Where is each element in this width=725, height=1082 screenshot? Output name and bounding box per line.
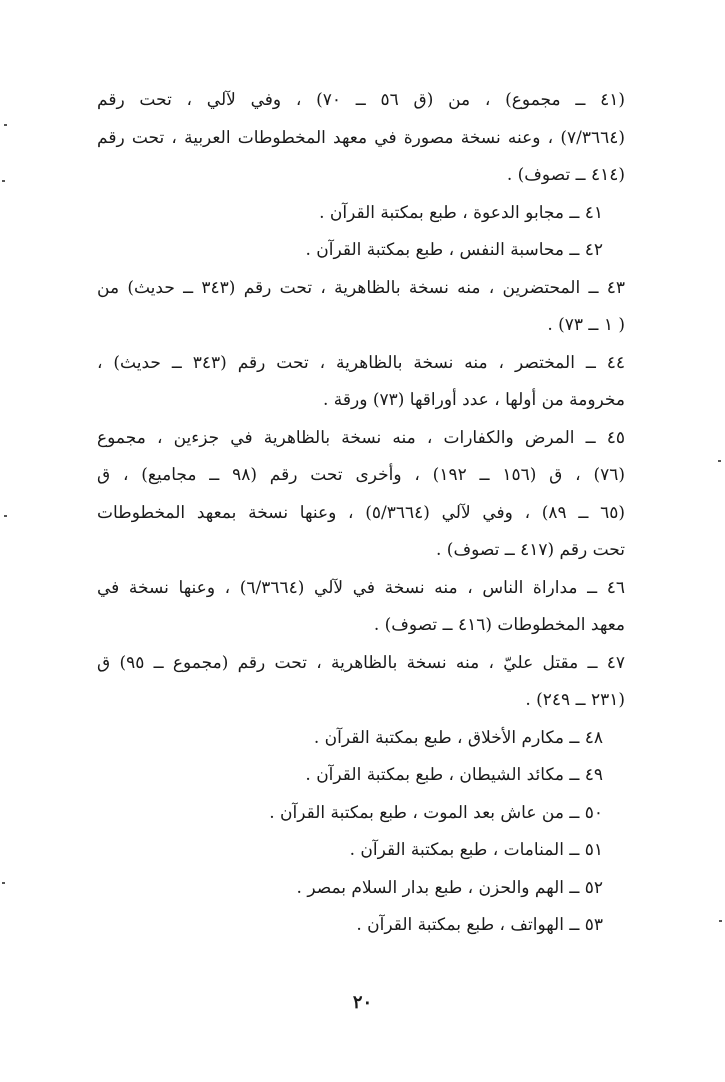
list-item: ٤١ ــ مجابو الدعوة ، طبع بمكتبة القرآن . (319, 202, 603, 223)
list-item: ٤٧ ــ مقتل عليّ ، منه نسخة بالظاهرية ، تحت رقم (مجموع ــ ٩٥) ق (97, 652, 625, 673)
text-line: (٦٥ ــ ٨٩) ، وفي لآلي (٥/٣٦٦٤) ، وعنها نسخة بمعهد المخطوطات (97, 502, 625, 523)
scan-speck (4, 124, 7, 126)
scan-speck (2, 180, 5, 182)
list-item: ٤٥ ــ المرض والكفارات ، منه نسخة بالظاهرية في جزءين ، مجموع (97, 427, 625, 448)
text-line: معهد المخطوطات (٤١٦ ــ تصوف) . (373, 615, 625, 635)
text-line: تحت رقم (٤١٧ ــ تصوف) . (436, 540, 625, 560)
scan-speck (4, 515, 7, 517)
text-line: (٧٦) ، ق (١٥٦ ــ ١٩٢) ، وأخرى تحت رقم (٩٨ ــ مجاميع) ، ق (97, 465, 625, 485)
list-item: ٥٠ ــ من عاش بعد الموت ، طبع بمكتبة القرآن . (269, 802, 603, 823)
scan-speck (2, 882, 5, 884)
list-item: ٤٨ ــ مكارم الأخلاق ، طبع بمكتبة القرآن . (313, 727, 603, 748)
scan-speck (719, 920, 722, 922)
text-line: مخرومة من أولها ، عدد أوراقها (٧٣) ورقة . (322, 390, 625, 410)
scan-speck (718, 460, 721, 462)
list-item: ٤٣ ــ المحتضرين ، منه نسخة بالظاهرية ، تحت رقم (٣٤٣ ــ حديث) من (97, 277, 625, 298)
list-item: ٤٤ ــ المختصر ، منه نسخة بالظاهرية ، تحت رقم (٣٤٣ ــ حديث) ، (97, 352, 625, 373)
text-line: (٤١ ــ مجموع) ، من (ق ٥٦ ــ ٧٠) ، وفي لآلي ، تحت رقم (97, 90, 625, 110)
page-number: ٢٠ (352, 992, 373, 1013)
list-item: ٤٦ ــ مداراة الناس ، منه نسخة في لآلي (٦/٣٦٦٤) ، وعنها نسخة في (97, 577, 625, 598)
list-item: ٥٣ ــ الهواتف ، طبع بمكتبة القرآن . (356, 915, 603, 935)
page-body-text (97, 82, 625, 945)
text-line: (٤١٤ ــ تصوف) . (506, 165, 625, 185)
list-item: ٥١ ــ المنامات ، طبع بمكتبة القرآن . (349, 840, 603, 860)
list-item: ٥٢ ــ الهم والحزن ، طبع بدار السلام بمصر . (296, 877, 603, 898)
text-line: (٧/٣٦٦٤) ، وعنه نسخة مصورة في معهد المخطوطات العربية ، تحت رقم (97, 127, 625, 148)
text-line: ( ١ ــ ٧٣) . (547, 315, 625, 335)
list-item: ٤٢ ــ محاسبة النفس ، طبع بمكتبة القرآن . (305, 240, 603, 260)
list-item: ٤٩ ــ مكائد الشيطان ، طبع بمكتبة القرآن . (305, 765, 603, 785)
text-line: (٢٣١ ــ ٢٤٩) . (525, 690, 625, 710)
